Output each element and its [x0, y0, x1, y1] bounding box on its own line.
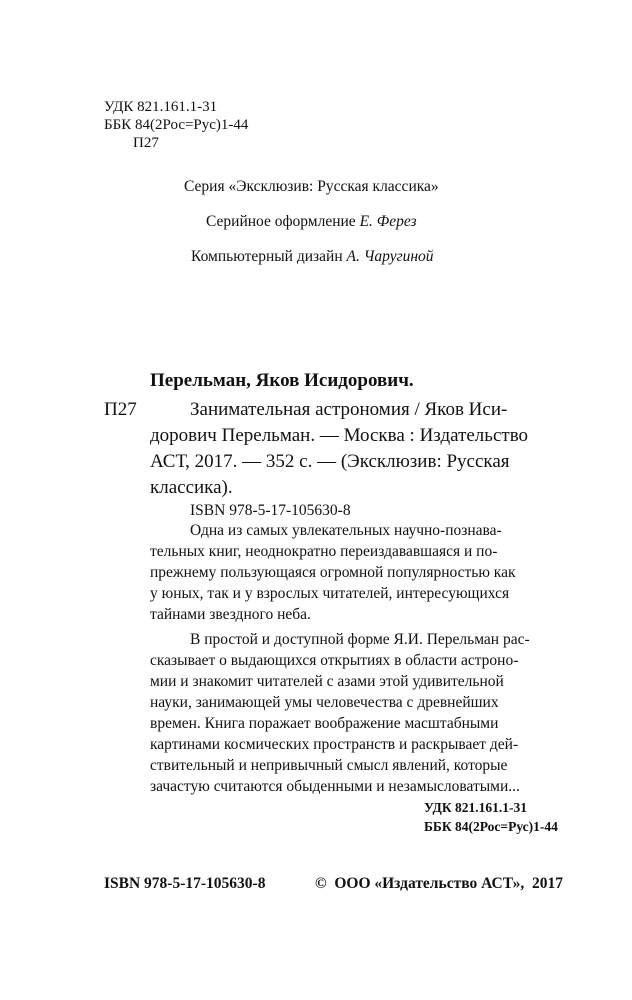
computer-design-name: А. Чаругиной	[346, 248, 434, 265]
footer-isbn: ISBN 978-5-17-105630-8	[104, 875, 266, 892]
annotation-line: ствительный и непривычный смысл явлений, которые	[150, 757, 508, 774]
annotation-line: мии и знакомит читателей с азами этой удивительной	[150, 673, 504, 690]
series-line: Серия «Эксклюзив: Русская классика»	[184, 178, 439, 195]
annotation-udk: УДК 821.161.1-31	[424, 800, 527, 815]
computer-design-credit	[191, 247, 434, 267]
title-line: классика).	[150, 477, 233, 498]
annotation-line: картинами космических пространств и раскрывает дей-	[150, 736, 519, 753]
title-line: Занимательная астрономия / Яков Иси-	[190, 399, 508, 420]
udk-code: УДК 821.161.1-31	[104, 99, 218, 115]
annotation-line: времен. Книга поражает воображение масштабными	[150, 715, 499, 732]
annotation-paragraph-1	[150, 520, 556, 625]
annotation-bbk: ББК 84(2Рос=Рус)1-44	[424, 819, 558, 834]
computer-design-label: Компьютерный дизайн	[191, 248, 343, 265]
title-line: АСТ, 2017. — 352 с. — (Эксклюзив: Русская	[150, 451, 510, 472]
record-mark: П27	[104, 399, 137, 420]
design-name: Е. Ферез	[359, 213, 417, 230]
annotation-line: зачастую считаются обыденными и незамысловатыми...	[150, 778, 520, 795]
annotation-line: у юных, так и у взрослых читателей, интересующихся	[150, 585, 510, 602]
annotation-line: Одна из самых увлекательных научно-познава-	[190, 522, 502, 539]
annotation-line: науки, занимающей умы человечества с древнейших	[150, 694, 499, 711]
annotation-line: В простой и доступной форме Я.И. Перельман рас-	[190, 631, 530, 648]
annotation-line: тельных книг, неоднократно переиздававшаяся и по-	[150, 543, 498, 560]
design-credit	[206, 212, 417, 232]
annotation-line: сказывает о выдающихся открытиях в области астроно-	[150, 652, 519, 669]
design-label: Серийное оформление	[206, 213, 356, 230]
footer-copyright: © ООО «Издательство АСТ», 2017	[315, 875, 564, 892]
annotation-line: тайнами звездного неба.	[150, 606, 311, 623]
record-isbn: ISBN 978-5-17-105630-8	[190, 502, 351, 519]
title-block	[150, 397, 556, 501]
author-mark: П27	[133, 135, 159, 151]
annotation-paragraph-2	[150, 629, 556, 797]
title-line: дорович Перельман. — Москва : Издательство	[150, 425, 529, 446]
author-heading: Перельман, Яков Исидорович.	[150, 370, 414, 391]
annotation-line: прежнему пользующаяся огромной популярностью как	[150, 564, 516, 581]
bbk-code: ББК 84(2Рос=Рус)1-44	[104, 117, 249, 133]
